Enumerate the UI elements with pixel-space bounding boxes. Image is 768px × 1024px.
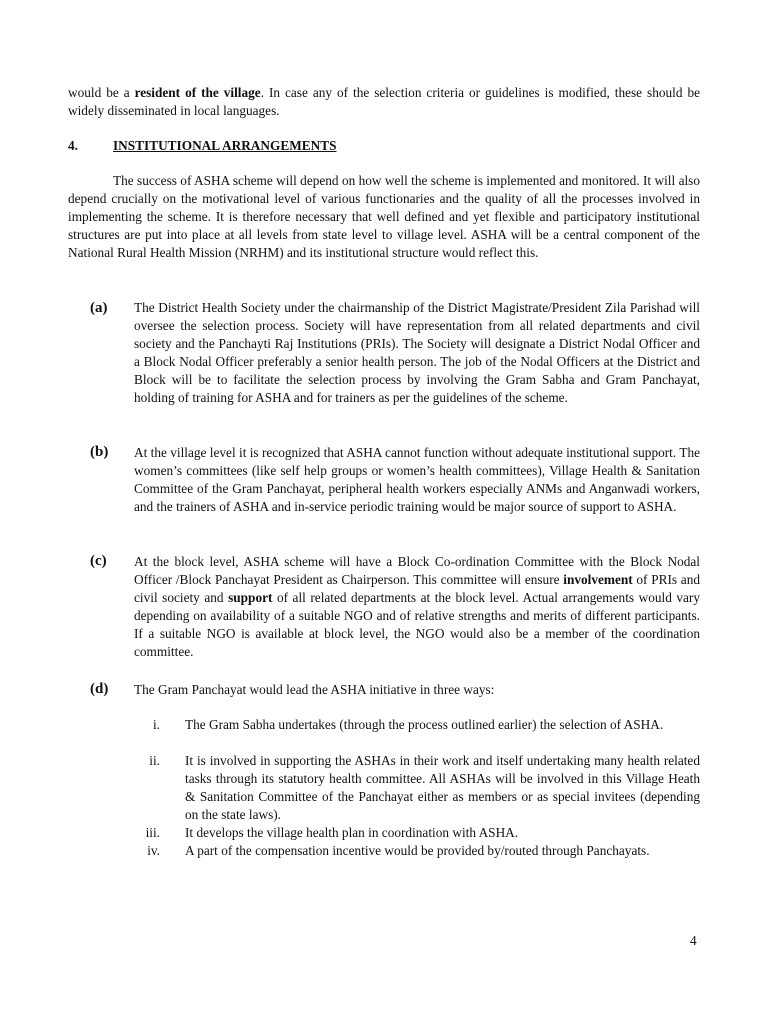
subitem-number-ii: ii. bbox=[149, 753, 160, 768]
item-c-text-1: At the block level, ASHA scheme will have a Block Co-ordination Committee with the Block Nodal Officer /Block Panchayat President as Chairperson. This committee will ensure bbox=[134, 554, 700, 587]
item-label-d: (d) bbox=[90, 681, 109, 697]
section-paragraph: The success of ASHA scheme will depend on how well the scheme is implemented and monitored. It will also depend crucially on the motivational level of various functionaries and the quality of all the processes involved in implementing the scheme. It is therefore necessary that well defined and yet flexible and participatory institutional structures are put into place at all levels from state level to village level. ASHA will be a central component of the National Rural Health Mission (NRHM) and its institutional structure would reflect this. bbox=[68, 173, 700, 260]
item-text-d: The Gram Panchayat would lead the ASHA initiative in three ways: bbox=[134, 682, 495, 697]
item-c-bold-involvement: involvement bbox=[563, 572, 633, 587]
page-number: 4 bbox=[690, 933, 697, 948]
section-number: 4. bbox=[68, 138, 78, 153]
subitem-text-ii: It is involved in supporting the ASHAs in their work and itself undertaking many health related tasks through its statutory health committee. All ASHAs will be involved in this Village Heath & Sanitation Committee of the Panchayat either as members or as special invitees (depending on the state laws). bbox=[185, 753, 700, 822]
item-c-bold-support: support bbox=[228, 590, 273, 605]
item-label-b: (b) bbox=[90, 444, 109, 460]
subitem-number-iv: iv. bbox=[147, 843, 160, 858]
intro-text-start: would be a bbox=[68, 85, 135, 100]
intro-text-end: . In case any of the selection criteria or guidelines is modified, these should be widely disseminated in local languages. bbox=[68, 85, 700, 118]
subitem-text-iii: It develops the village health plan in coordination with ASHA. bbox=[185, 825, 519, 840]
subitem-number-iii: iii. bbox=[145, 825, 160, 840]
intro-bold-phrase: resident of the village bbox=[134, 85, 261, 100]
item-c-text-2: of PRIs and civil society and bbox=[134, 572, 700, 605]
subitem-text-iv: A part of the compensation incentive would be provided by/routed through Panchayats. bbox=[185, 843, 650, 858]
subitem-number-i: i. bbox=[152, 717, 160, 732]
intro-paragraph bbox=[68, 84, 700, 120]
item-text-a: The District Health Society under the chairmanship of the District Magistrate/President Zila Parishad will oversee the selection process. Society will have representation from all related departments and civil society and the Panchayti Raj Institutions (PRIs). The Society will designate a District Nodal Officer and a Block Nodal Officer preferably a senior health person. The job of the Nodal Officers at the District and Block will be to facilitate the selection process by involving the Gram Sabha and Gram Panchayat, holding of training for ASHA and for trainers as per the guidelines of the scheme. bbox=[134, 300, 700, 405]
subitem-text-i: The Gram Sabha undertakes (through the process outlined earlier) the selection of ASHA. bbox=[185, 717, 664, 732]
item-label-c: (c) bbox=[90, 553, 107, 569]
section-heading: INSTITUTIONAL ARRANGEMENTS bbox=[113, 138, 337, 153]
item-text-b: At the village level it is recognized that ASHA cannot function without adequate institutional support. The women’s committees (like self help groups or women’s health committees), Village Health & Sanitation Committee of the Gram Panchayat, peripheral health workers especially ANMs and Anganwadi workers, and the trainers of ASHA and in-service periodic training would be major source of support to ASHA. bbox=[134, 445, 700, 514]
item-text-c bbox=[134, 553, 700, 661]
item-label-a: (a) bbox=[90, 300, 108, 316]
item-c-text-3: of all related departments at the block level. Actual arrangements would vary depending on availability of a suitable NGO and of relative strengths and merits of different participants. If a suitable NGO is available at block level, the NGO would also be a member of the coordination committee. bbox=[134, 590, 700, 659]
